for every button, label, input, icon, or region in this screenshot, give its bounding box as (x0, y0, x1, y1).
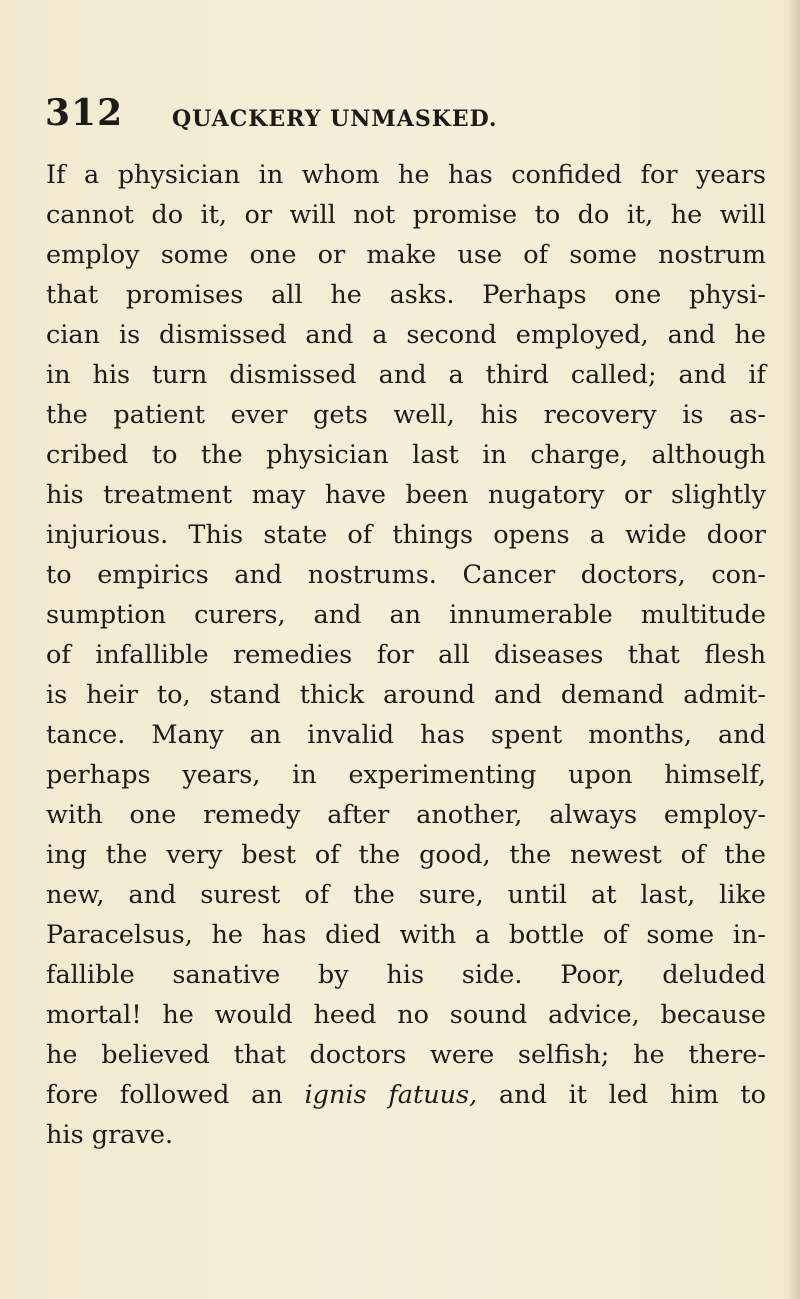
text-line: sumption curers, and an innumerable multitude (46, 600, 766, 630)
text-segment: and it led him to (477, 1080, 766, 1110)
text-line: If a physician in whom he has confided for years (46, 160, 766, 190)
text-line-last: his grave. (46, 1120, 174, 1150)
text-line: injurious. This state of things opens a wide door (46, 520, 766, 550)
text-line: ing the very best of the good, the newest of the (46, 840, 766, 870)
page-number: 312 (45, 92, 124, 134)
text-line: he believed that doctors were selfish; he there- (46, 1040, 766, 1070)
text-line: cribed to the physician last in charge, although (46, 440, 766, 470)
text-line: new, and surest of the sure, until at last, like (46, 880, 766, 910)
running-head: QUACKERY UNMASKED. (172, 106, 498, 132)
text-line: the patient ever gets well, his recovery is as- (46, 400, 766, 430)
text-line: Paracelsus, he has died with a bottle of some in- (46, 920, 766, 950)
text-line: tance. Many an invalid has spent months, and (46, 720, 766, 750)
text-line: that promises all he asks. Perhaps one physi- (46, 280, 766, 310)
text-line: in his turn dismissed and a third called; and if (46, 360, 766, 390)
text-line: with one remedy after another, always employ- (46, 800, 766, 830)
text-line: fallible sanative by his side. Poor, deluded (46, 960, 766, 990)
italic-phrase: ignis fatuus, (304, 1080, 478, 1110)
text-line: is heir to, stand thick around and demand admit- (46, 680, 766, 710)
text-line: of infallible remedies for all diseases that flesh (46, 640, 766, 670)
body-paragraph (46, 155, 766, 1155)
text-segment: fore followed an (46, 1080, 305, 1110)
page-edge-shadow (786, 0, 800, 1299)
text-line: cian is dismissed and a second employed, and he (46, 320, 766, 350)
text-line: employ some one or make use of some nostrum (46, 240, 766, 270)
text-line-italic-phrase (46, 1075, 766, 1115)
text-line: to empirics and nostrums. Cancer doctors, con- (46, 560, 766, 590)
text-line: his treatment may have been nugatory or slightly (46, 480, 766, 510)
text-line: cannot do it, or will not promise to do it, he will (46, 200, 766, 230)
text-line: perhaps years, in experimenting upon himself, (46, 760, 766, 790)
text-line: mortal! he would heed no sound advice, because (46, 1000, 766, 1030)
